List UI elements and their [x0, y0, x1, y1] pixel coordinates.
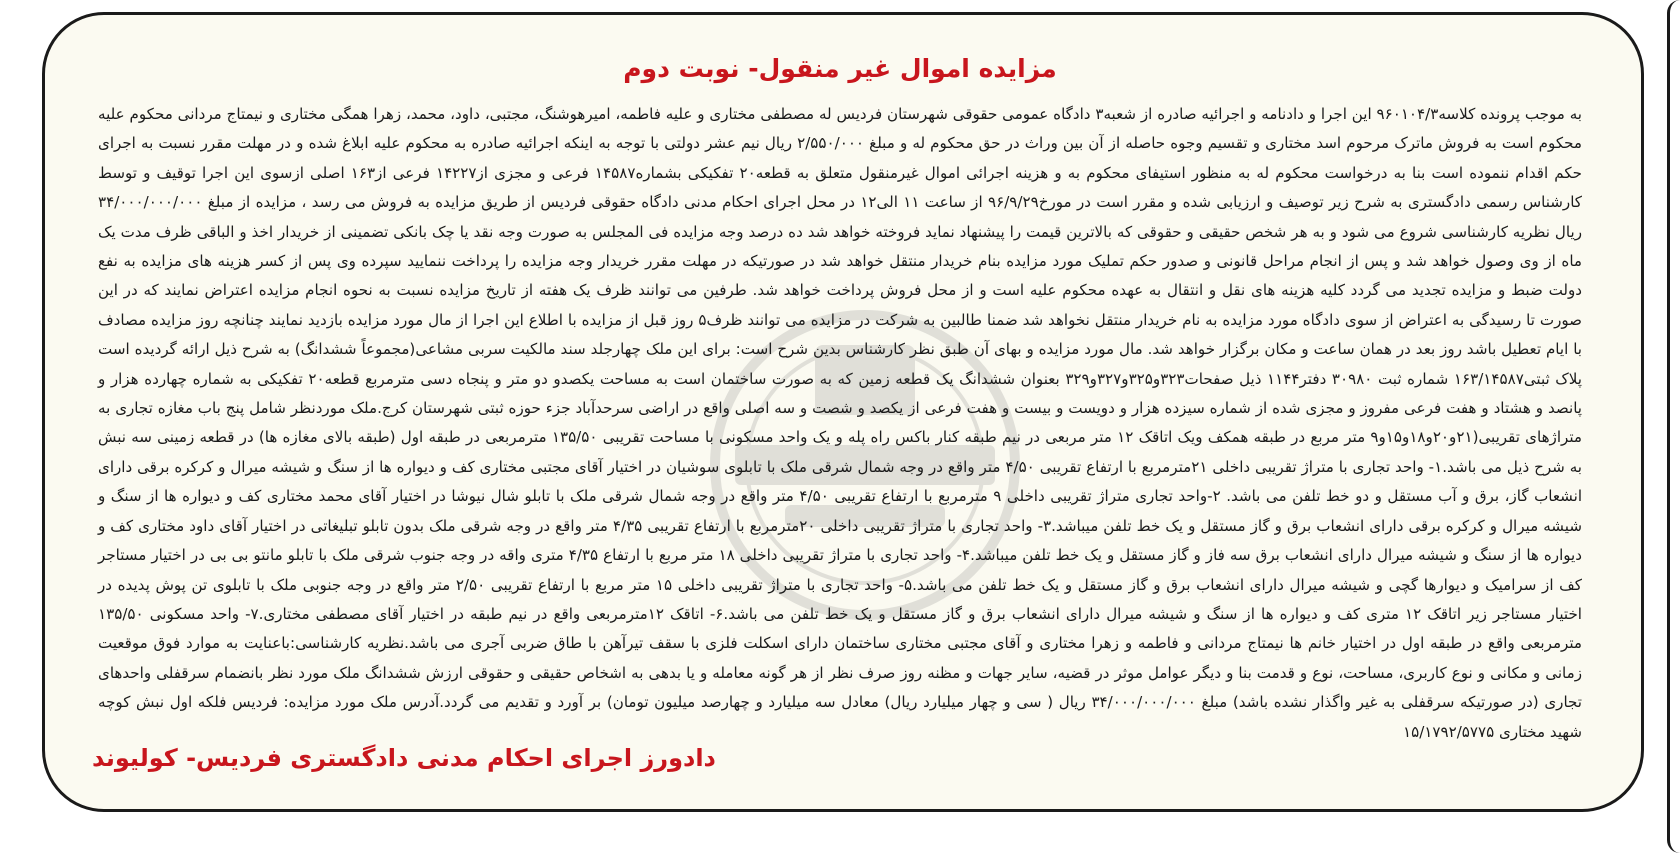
notice-title: مزایده اموال غیر منقول- نوبت دوم	[623, 54, 1057, 83]
adjacent-column-edge	[1667, 0, 1680, 853]
notice-signature: دادورز اجرای احکام مدنی دادگستری فردیس- کولیوند	[92, 744, 716, 772]
notice-body: به موجب پرونده کلاسه۹۶۰۱۰۴/۳ این اجرا و دادنامه و اجرائیه صادره از شعبه۳ دادگاه عمومی حقوقی شهرستان فردیس له مصطفی مختاری و علیه فاطمه، امیرهوشنگ، مجتبی، داود، محمد، زهرا همگی مختاری و نیمتاج مردانی محکوم علیه محکوم است به فروش ماترک مرحوم اسد مختاری و تقسیم وجوه حاصله از آن بین وراث در حق محکوم له و مبلغ ۲/۵۵۰/۰۰۰ ریال نیم عشر دولتی با توجه به اینکه اجرائیه صادره به محکوم علیه ابلاغ شده و در مهلت مقرر نسبت به اجرای حکم اقدام ننموده است بنا به درخواست محکوم له به منظور استیفای محکوم به و هزینه اجرائی اموال غیرمنقول متعلق به قطعه۲۰ تفکیکی بشماره۱۴۵۸۷ فرعی و مجزی از۱۴۲۲۷ فرعی از۱۶۳ اصلی ازسوی این اجرا توقیف و توسط کارشناس رسمی دادگستری به شرح زیر توصیف و ارزیابی شده و مقرر است در مورخ۹۶/۹/۲۹ از ساعت ۱۱ الی۱۲ در محل اجرای احکام مدنی دادگاه حقوقی فردیس از طریق مزایده به فروش می رسد ، مزایده از مبلغ ۳۴/۰۰۰/۰۰۰/۰۰۰ ریال نظریه کارشناسی شروع می شود و به هر شخص حقیقی و حقوقی که بالاترین قیمت را پیشنهاد نماید فروخته خواهد شد ده درصد وجه مزایده فی المجلس به صورت وجه نقد یا چک بانکی تضمینی از خریدار اخذ و الباقی ظرف مدت یک ماه از وی وصول خواهد شد و پس از انجام مراحل قانونی و صدور حکم تملیک مورد مزایده بنام خریدار منتقل خواهد شد در صورتیکه در مهلت مقرر خریدار وجه مزایده را پرداخت ننمایید سپرده وی پس از کسر هزینه های مزایده به نفع دولت ضبط و مزایده تجدید می گردد کلیه هزینه های نقل و انتقال به عهده محکوم علیه است و از محل فروش پرداخت خواهد شد. طرفین می توانند ظرف یک هفته از تاریخ مزایده نسبت به نحوه انجام مزایده اعتراض نمایند که در این صورت تا رسیدگی به اعتراض از سوی دادگاه مورد مزایده به نام خریدار منتقل نخواهد شد ضمنا طالبین به شرکت در مزایده می توانند ظرف۵ روز قبل از مزایده با اطلاع این اجرا از مال مورد مزایده بازدید نمایند چنانچه روز مزایده مصادف با ایام تعطیل باشد روز بعد در همان ساعت و مکان برگزار خواهد شد. مال مورد مزایده و بهای آن طبق نظر کارشناس بدین شرح است: برای این ملک چهارجلد سند مالکیت سربی مشاعی(مجموعاً ششدانگ) به شرح ذیل ارائه گردیده است پلاک ثبتی۱۶۳/۱۴۵۸۷ شماره ثبت ۳۰۹۸۰ دفتر۱۱۴۴ ذیل صفحات۳۲۳و۳۲۵و۳۲۷و۳۲۹ بعنوان ششدانگ یک قطعه زمین که به صورت ساختمان است به مساحت یکصدو دو متر و پنجاه دسی مترمربع قطعه۲۰ تفکیکی به شماره چهارده هزار و پانصد و هشتاد و هفت فرعی مفروز و مجزی شده از شماره سیزده هزار و دویست و بیست و هفت فرعی از یکصد و شصت و سه اصلی واقع در اراضی سرحدآباد جزء حوزه ثبتی شهرستان کرج.ملک موردنظر شامل پنج باب مغازه تجاری به متراژهای تقریبی(۲۱و۲۰و۱۸و۱۵و۹ متر مربع در طبقه همکف ویک اتاقک ۱۲ متر مربعی در نیم طبقه کنار باکس راه پله و یک واحد مسکونی با مساحت تقریبی ۱۳۵/۵۰ مترمربعی در طبقه اول (طبقه بالای مغازه ها) در قطعه زمینی سه نبش به شرح ذیل می باشد.۱- واحد تجاری با متراژ تقریبی داخلی ۲۱مترمربع با ارتفاع تقریبی ۴/۵۰ متر واقع در وجه شمال شرقی ملک با تابلوی سوشیان در اختیار آقای مجتبی مختاری کف و دیواره ها از سنگ و شیشه میرال و کرکره برقی دارای انشعاب گاز، برق و آب مستقل و دو خط تلفن می باشد. ۲-واحد تجاری متراژ تقریبی داخلی ۹ مترمربع با ارتفاع تقریبی ۴/۵۰ متر واقع در وجه شمال شرقی ملک با تابلو شال نیوشا در اختیار آقای محمد مختاری کف و دیواره ها از سنگ و شیشه میرال و کرکره برقی دارای انشعاب برق و گاز مستقل و یک خط تلفن میباشد.۳- واحد تجاری با متراژ تقریبی داخلی ۲۰مترمربع با ارتفاع تقریبی ۴/۳۵ متر واقع در وجه شرقی ملک بدون تابلو تبلیغاتی در اختیار آقای داود مختاری کف و دیواره ها از سنگ و شیشه میرال دارای انشعاب برق سه فاز و گاز مستقل و یک خط تلفن میباشد.۴- واحد تجاری با متراژ تقریبی داخلی ۱۸ متر مربع با ارتفاع ۴/۳۵ متری واقه در وجه جنوب شرقی ملک با تابلو مانتو بی بی در اختیار مستاجر کف از سرامیک و دیوارها گچی و شیشه میرال دارای انشعاب برق و گاز مستقل و یک خط تلفن می باشد.۵- واحد تجاری با متراژ تقریبی داخلی ۱۵ متر مربع با ارتفاع تقریبی ۲/۵۰ متر واقع در وجه جنوبی ملک با تابلوی تن پوش پدیده در اختیار مستاجر زیر اتاقک ۱۲ متری کف و دیواره ها از سنگ و شیشه میرال دارای انشعاب برق و گاز مستقل و یک خط تلفن می باشد.۶- اتاقک ۱۲مترمربعی واقع در نیم طبقه در اختیار آقای مصطفی مختاری.۷- واحد مسکونی ۱۳۵/۵۰ مترمربعی واقع در طبقه اول در اختیار خانم ها نیمتاج مردانی و فاطمه و زهرا مختاری و آقای مجتبی مختاری ساختمان دارای اسکلت فلزی با سقف تیرآهن با طاق ضربی آجری می باشد.نظریه کارشناسی:باعنایت به موارد فوق موقعیت زمانی و مکانی و نوع کاربری، مساحت، نوع و قدمت بنا و دیگر عوامل موثر در قضیه، سایر جهات و مظنه روز صرف نظر از هر گونه معامله و یا بدهی به اشخاص حقیقی و حقوقی ارزش ششدانگ ملک مورد نظر بانضمام سرقفلی واحدهای تجاری (در صورتیکه سرقفلی به غیر واگذار نشده باشد) مبلغ ۳۴/۰۰۰/۰۰۰/۰۰۰ ریال ( سی و چهار میلیارد ریال) معادل سه میلیارد و چهارصد میلیون تومان) بر آورد و تقدیم می گردد.آدرس ملک مورد مزایده: فردیس فلکه اول نبش کوچه شهید مختاری ۱۵/۱۷۹۲/۵۷۷۵	[98, 105, 1583, 741]
